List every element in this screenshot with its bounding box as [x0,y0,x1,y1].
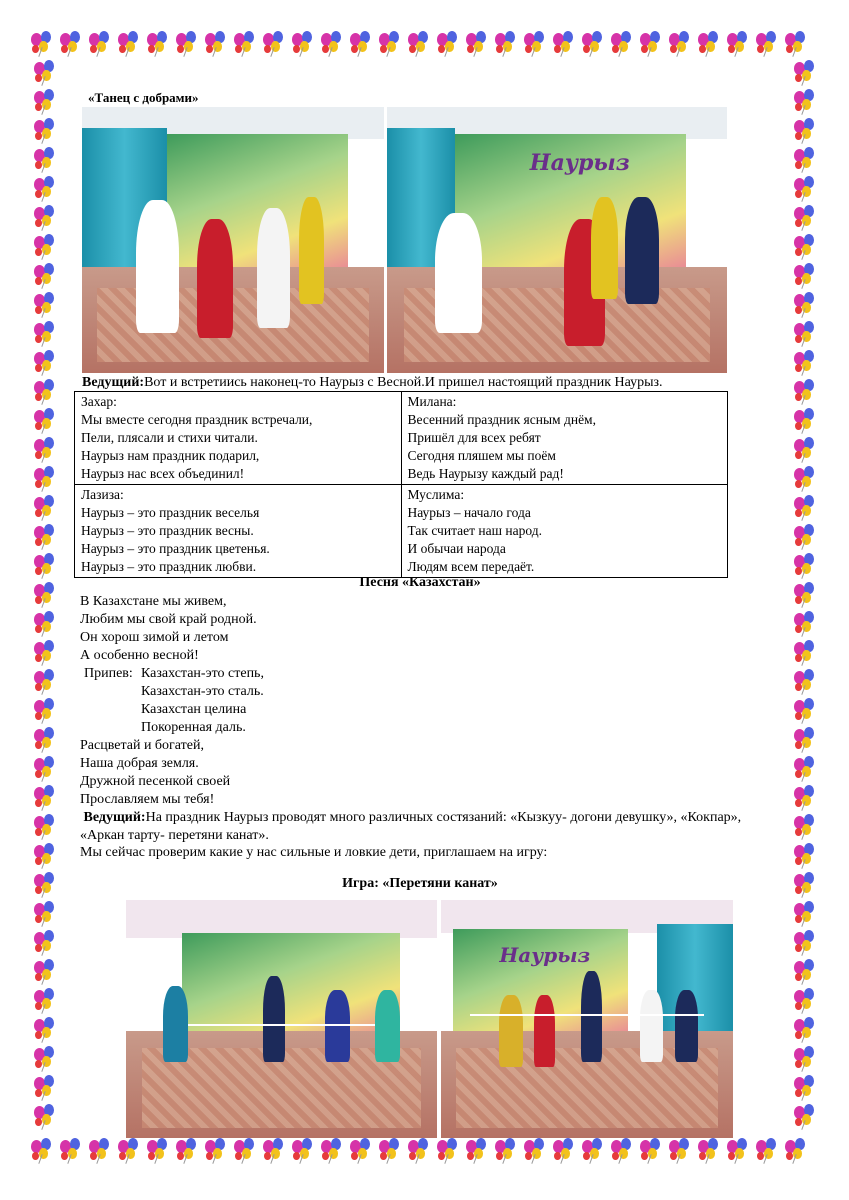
host-line-2b: Мы сейчас проверим какие у нас сильные и ловкие дети, приглашаем на игру: [80,845,548,860]
balloon-icon [291,1138,317,1164]
game-title: Игра: «Перетяни канат» [342,876,498,891]
balloon-icon [793,872,819,898]
balloon-icon [793,292,819,318]
chorus-line: Покоренная даль. [141,720,246,735]
balloon-icon [793,727,819,753]
balloon-icon [349,1138,375,1164]
balloon-icon [793,1075,819,1101]
balloon-icon [407,1138,433,1164]
balloon-icon [793,263,819,289]
balloon-icon [33,640,59,666]
balloon-icon [33,408,59,434]
balloon-icon [33,553,59,579]
balloon-icon [33,582,59,608]
balloon-icon [523,1138,549,1164]
balloon-icon [552,31,578,57]
balloon-icon [146,31,172,57]
balloon-icon [262,1138,288,1164]
balloon-icon [349,31,375,57]
dance-photo-left [82,107,384,373]
balloon-icon [793,1104,819,1130]
balloon-icon [291,31,317,57]
banner-title: Наурыз [499,942,591,967]
balloon-icon [793,640,819,666]
balloon-icon [523,31,549,57]
balloon-icon [33,466,59,492]
chorus-line: Казахстан целина [141,702,247,717]
balloon-icon [639,1138,665,1164]
balloon-icon [33,292,59,318]
balloon-icon [465,31,491,57]
balloon-icon [697,1138,723,1164]
song-line: Дружной песенкой своей [80,774,231,789]
balloon-icon [793,176,819,202]
balloon-icon [793,350,819,376]
balloon-icon [552,1138,578,1164]
poem-cell: Милана: Весенний праздник ясным днём, Пришёл для всех ребят Сегодня пляшем мы поём Ведь Наурызу каждый рад! [401,392,728,485]
balloon-icon [33,176,59,202]
balloon-icon [793,524,819,550]
balloon-icon [793,495,819,521]
balloon-icon [33,1017,59,1043]
balloon-icon [33,756,59,782]
balloon-icon [33,872,59,898]
balloon-icon [726,1138,752,1164]
balloon-icon [581,1138,607,1164]
balloon-icon [30,31,56,57]
balloon-icon [33,698,59,724]
balloon-icon [33,263,59,289]
poem-cell: Захар: Мы вместе сегодня праздник встречали, Пели, плясали и стихи читали. Наурыз нам праздник подарил, Наурыз нас всех объединил! [75,392,402,485]
balloon-icon [793,466,819,492]
poem-cell: Муслима: Наурыз – начало года Так считает наш народ. И обычаи народа Людям всем передаёт. [401,485,728,578]
song-line: Прославляем мы тебя! [80,792,215,807]
balloon-icon [465,1138,491,1164]
balloon-icon [33,60,59,86]
balloon-icon [88,1138,114,1164]
balloon-icon [793,1017,819,1043]
game-photo-left [126,900,437,1138]
balloon-icon [793,205,819,231]
balloon-icon [233,1138,259,1164]
balloon-icon [33,959,59,985]
balloon-icon [262,31,288,57]
balloon-icon [610,31,636,57]
balloon-icon [33,89,59,115]
dance-photo-right [387,107,727,373]
game-photo-right [441,900,733,1138]
balloon-icon [33,1046,59,1072]
balloon-icon [407,31,433,57]
song-line: В Казахстане мы живем, [80,594,227,609]
balloon-icon [33,437,59,463]
balloon-icon [726,31,752,57]
balloon-border-bottom [30,1135,820,1167]
balloon-icon [88,31,114,57]
balloon-icon [33,379,59,405]
balloon-icon [33,930,59,956]
chorus-label: Припев: [84,666,133,681]
balloon-icon [668,31,694,57]
banner-title: Наурыз [529,149,630,176]
balloon-icon [204,31,230,57]
balloon-icon [33,669,59,695]
balloon-icon [793,988,819,1014]
balloon-border-left [30,60,62,1135]
balloon-icon [33,1075,59,1101]
balloon-icon [793,437,819,463]
balloon-icon [793,785,819,811]
balloon-icon [33,901,59,927]
balloon-icon [610,1138,636,1164]
balloon-icon [378,1138,404,1164]
song-line: Любим мы свой край родной. [80,612,257,627]
host-line-2: Ведущий:На праздник Наурыз проводят много различных состязаний: «Кызкуу- догони девушку», «Кокпар», «Аркан тарту- перетяни канат». [80,810,742,843]
balloon-icon [581,31,607,57]
balloon-icon [793,408,819,434]
chorus-line: Казахстан-это сталь. [141,684,264,699]
balloon-icon [33,524,59,550]
balloon-icon [793,1046,819,1072]
balloon-icon [494,1138,520,1164]
balloon-icon [175,1138,201,1164]
balloon-icon [793,147,819,173]
balloon-icon [33,321,59,347]
balloon-icon [33,727,59,753]
balloon-icon [146,1138,172,1164]
balloon-icon [204,1138,230,1164]
balloon-icon [33,234,59,260]
balloon-icon [30,1138,56,1164]
balloon-icon [793,843,819,869]
balloon-icon [175,31,201,57]
host-line-1: Ведущий:Вот и встретиись наконец-то Наурыз с Весной.И пришел настоящий праздник Наурыз. [82,375,663,390]
balloon-icon [793,669,819,695]
balloon-icon [494,31,520,57]
balloon-icon [436,31,462,57]
balloon-icon [755,1138,781,1164]
balloon-icon [33,988,59,1014]
balloon-icon [793,89,819,115]
balloon-icon [33,611,59,637]
balloon-icon [33,205,59,231]
balloon-icon [33,495,59,521]
balloon-icon [33,785,59,811]
balloon-icon [784,31,810,57]
balloon-icon [793,321,819,347]
balloon-icon [793,60,819,86]
balloon-icon [117,31,143,57]
balloon-icon [784,1138,810,1164]
song-line: Наша добрая земля. [80,756,199,771]
balloon-icon [668,1138,694,1164]
balloon-icon [793,930,819,956]
balloon-icon [793,698,819,724]
poems-table [74,391,728,578]
balloon-icon [793,234,819,260]
balloon-icon [793,118,819,144]
balloon-icon [793,756,819,782]
balloon-icon [793,814,819,840]
balloon-icon [793,901,819,927]
balloon-icon [33,147,59,173]
song-line: Расцветай и богатей, [80,738,204,753]
balloon-icon [793,959,819,985]
balloon-border-right [790,60,822,1135]
balloon-icon [755,31,781,57]
balloon-icon [793,582,819,608]
balloon-icon [793,553,819,579]
balloon-icon [793,379,819,405]
balloon-icon [233,31,259,57]
balloon-icon [33,1104,59,1130]
song-line: А особенно весной! [80,648,199,663]
dance-caption: «Танец с добрами» [88,90,199,105]
balloon-icon [697,31,723,57]
balloon-icon [59,1138,85,1164]
song-title: Песня «Казахстан» [359,575,481,590]
balloon-icon [33,350,59,376]
balloon-icon [639,31,665,57]
balloon-icon [793,611,819,637]
balloon-border-top [30,28,820,60]
balloon-icon [33,814,59,840]
balloon-icon [117,1138,143,1164]
balloon-icon [436,1138,462,1164]
poem-cell: Лазиза: Наурыз – это праздник веселья Наурыз – это праздник весны. Наурыз – это праздник цветенья. Наурыз – это праздник любви. [75,485,402,578]
balloon-icon [378,31,404,57]
chorus-line: Казахстан-это степь, [141,666,264,681]
song-line: Он хорош зимой и летом [80,630,229,645]
balloon-icon [59,31,85,57]
balloon-icon [33,843,59,869]
balloon-icon [33,118,59,144]
balloon-icon [320,31,346,57]
balloon-icon [320,1138,346,1164]
